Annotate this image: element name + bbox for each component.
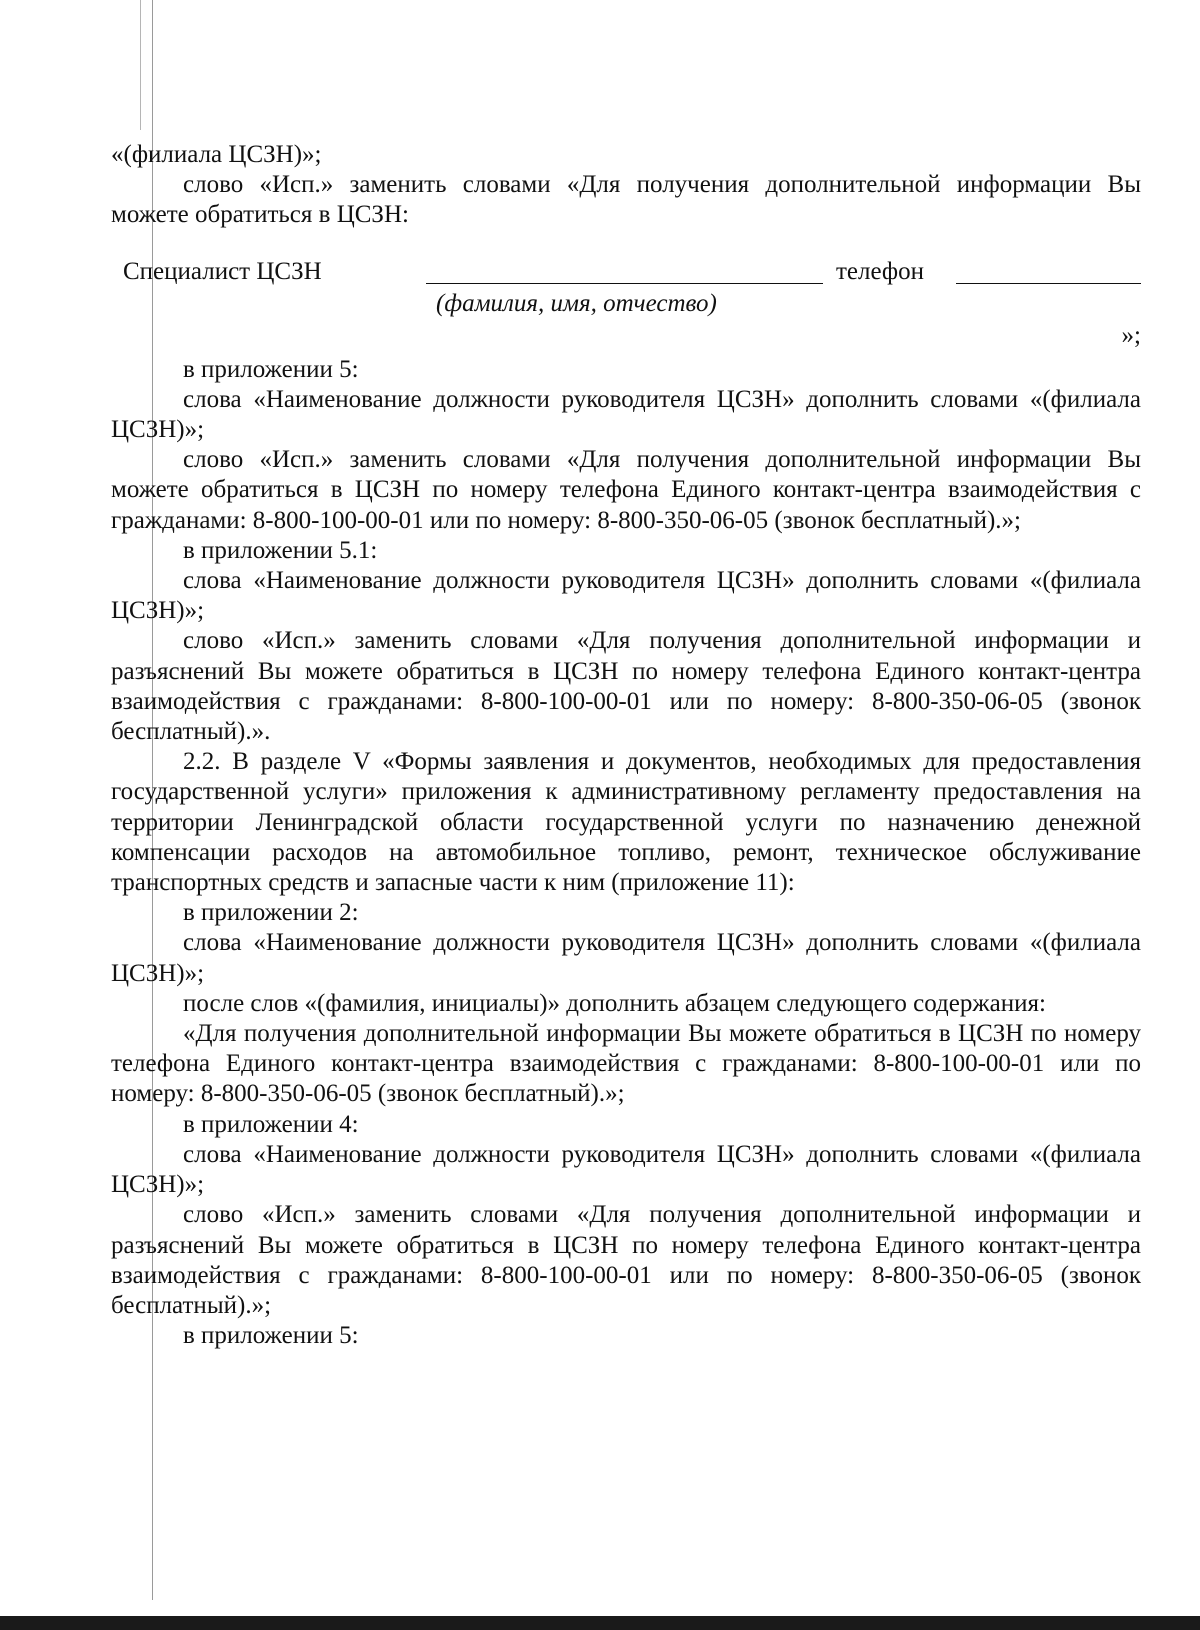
name-caption: (фамилия, имя, отчество) [436,289,717,317]
scan-artifact-line-top [140,0,141,130]
paragraph: после слов «(фамилия, инициалы)» дополнить абзацем следующего содержания: [183,989,1046,1017]
paragraph: слова «Наименование должности руководителя ЦСЗН» дополнить словами «(филиала ЦСЗН)»; [111,567,1141,625]
paragraph: слово «Исп.» заменить словами «Для получения дополнительной информации и разъяснений Вы можете обратиться в ЦСЗН по номеру телефона Единого контакт-центра взаимодействия с гражданами: 8-800-100-00-01 или по номеру: 8-800-350-06-05 (звонок бесплатный).». [111,627,1141,746]
paragraph: слово «Исп.» заменить словами «Для получения дополнительной информации и разъяснений Вы можете обратиться в ЦСЗН по номеру телефона Единого контакт-центра взаимодействия с гражданами: 8-800-100-00-01 или по номеру: 8-800-350-06-05 (звонок бесплатный).»; [111,1201,1141,1319]
phone-blank-line [956,283,1141,284]
document-page [111,140,1141,1351]
paragraph: в приложении 5: [183,1322,359,1350]
paragraph: в приложении 5.1: [183,536,378,564]
name-blank-line [426,283,823,284]
phone-label: телефон [836,257,924,285]
paragraph: слово «Исп.» заменить словами «Для получения дополнительной информации Вы можете обратиться в ЦСЗН по номеру телефона Единого контакт-центра взаимодействия с гражданами: 8-800-100-00-01 или по номеру: 8-800-350-06-05 (звонок бесплатный).»; [111,446,1141,534]
closing-quote: »; [1121,321,1141,349]
specialist-label: Специалист ЦСЗН [123,257,322,285]
paragraph: «Для получения дополнительной информации Вы можете обратиться в ЦСЗН по номеру телефона Единого контакт-центра взаимодействия с гражданами: 8-800-100-00-01 или по номеру: 8-800-350-06-05 (звонок бесплатный).»; [111,1020,1141,1108]
paragraph: слова «Наименование должности руководителя ЦСЗН» дополнить словами «(филиала ЦСЗН)»; [111,385,1141,444]
paragraph: 2.2. В разделе V «Формы заявления и документов, необходимых для предоставления государственной услуги» приложения к административному регламенту предоставления на территории Ленинградской области государственной услуги по назначению денежной компенсации расходов на автомобильное топливо, ремонт, техническое обслуживание транспортных средств и запасные части к ним (приложение 11): [111,748,1141,897]
scan-bottom-edge [0,1616,1200,1630]
paragraph: слова «Наименование должности руководителя ЦСЗН» дополнить словами «(филиала ЦСЗН)»; [111,929,1141,987]
paragraph: слова «Наименование должности руководителя ЦСЗН» дополнить словами «(филиала ЦСЗН)»; [111,1140,1141,1199]
paragraph-replace-isp: слово «Исп.» заменить словами «Для получения дополнительной информации Вы можете обратиться в ЦСЗН: [111,171,1141,229]
paragraph: в приложении 4: [183,1110,359,1138]
paragraph: в приложении 5: [183,355,359,383]
paragraph-continuation: «(филиала ЦСЗН)»; [111,141,322,168]
paragraph: в приложении 2: [183,899,359,927]
signature-block [111,239,1141,339]
